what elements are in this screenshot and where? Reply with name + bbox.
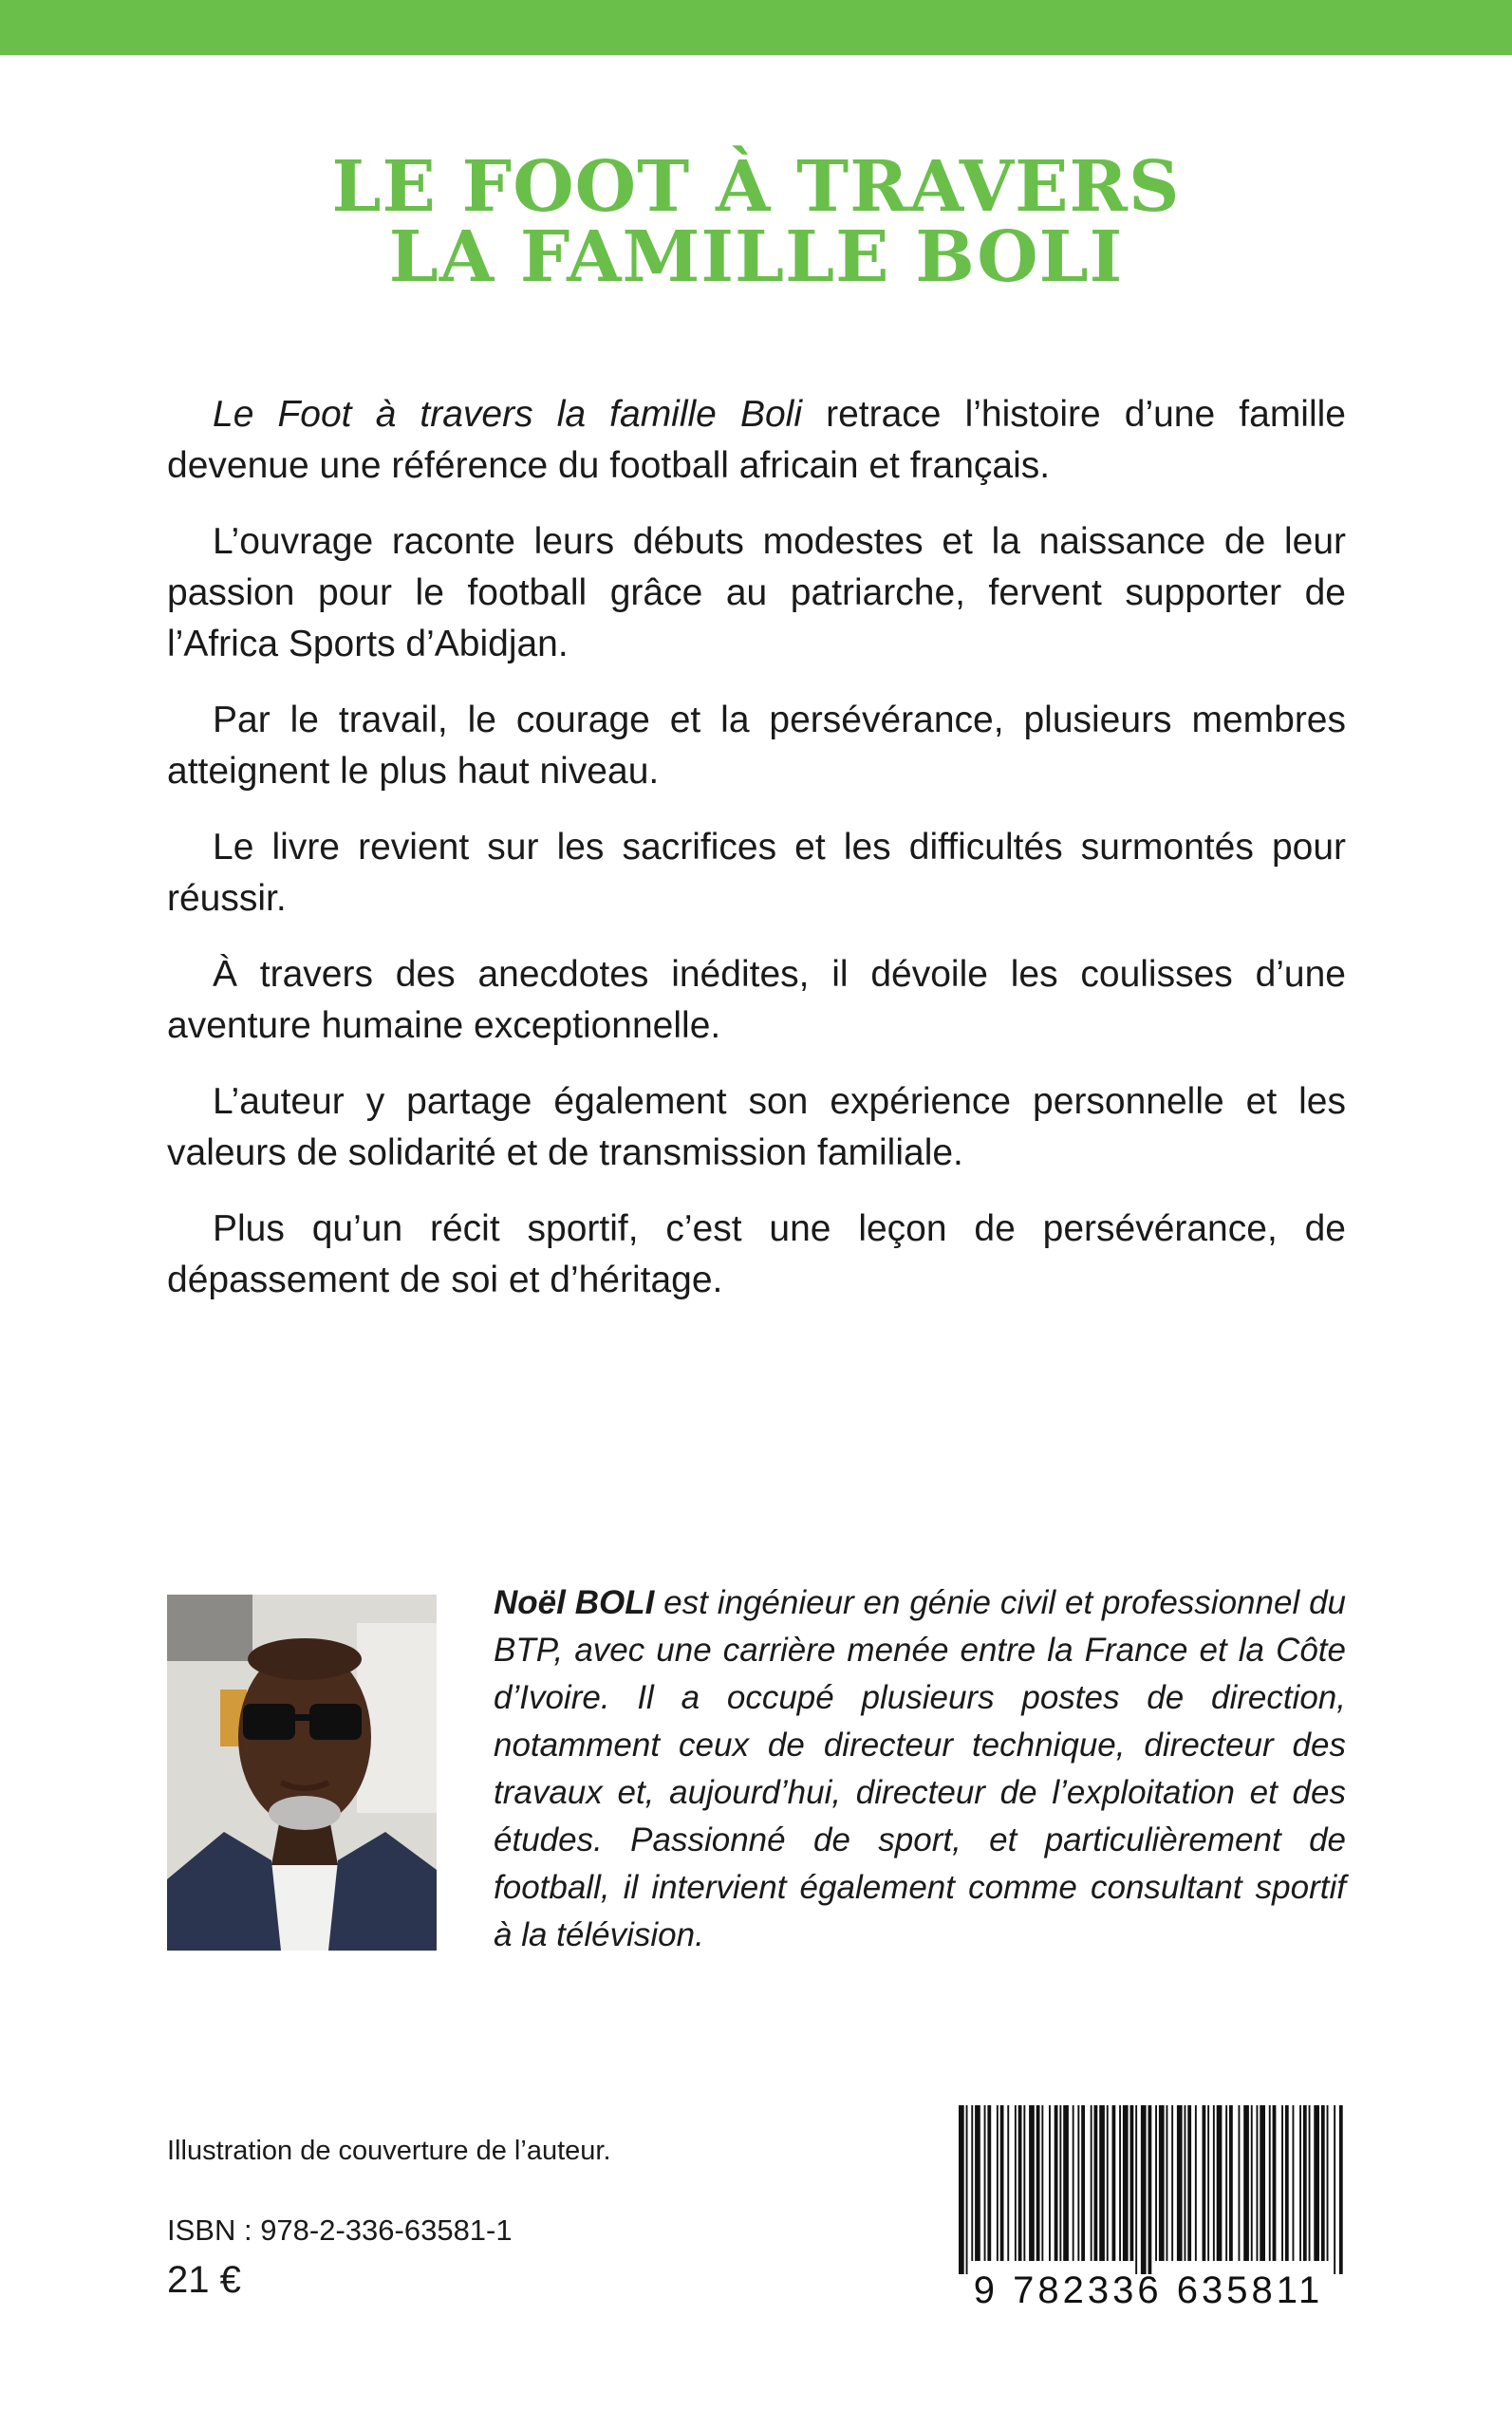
- barcode-bar: [1339, 2105, 1343, 2274]
- summary-paragraph-4: Le livre revient sur les sacrifices et les difficultés surmontés pour réussir.: [167, 827, 1346, 919]
- barcode-bar: [1041, 2105, 1043, 2261]
- barcode-bar: [1007, 2105, 1009, 2261]
- barcode-bar: [1229, 2105, 1233, 2261]
- barcode-bar: [1177, 2105, 1183, 2261]
- barcode-bar: [1099, 2105, 1105, 2261]
- summary-book-title: Le Foot à travers la famille Boli: [213, 394, 803, 435]
- barcode-bar: [1077, 2105, 1079, 2261]
- barcode-bar: [1185, 2105, 1186, 2261]
- book-title: [0, 146, 1512, 298]
- barcode-bar: [1018, 2105, 1022, 2261]
- barcode-bar: [1257, 2105, 1259, 2261]
- barcode-bar: [1159, 2105, 1165, 2261]
- barcode-bar: [1299, 2105, 1301, 2261]
- isbn-barcode: [949, 2105, 1348, 2314]
- author-photo: [167, 1595, 437, 1951]
- barcode-bar: [959, 2105, 964, 2274]
- barcode-bar: [1273, 2105, 1277, 2261]
- barcode-bar: [1123, 2105, 1129, 2261]
- barcode-digits: 9 782336 635811: [973, 2269, 1324, 2311]
- barcode-bar: [966, 2105, 968, 2274]
- barcode-bar: [1036, 2105, 1040, 2261]
- barcode-bar: [1023, 2105, 1025, 2261]
- barcode-bar: [1225, 2105, 1227, 2261]
- barcode-bar: [987, 2105, 991, 2261]
- barcode-bar: [1251, 2105, 1253, 2261]
- author-name: Noël BOLI: [494, 1584, 655, 1621]
- barcode-bar: [1334, 2105, 1335, 2274]
- author-portrait-illustration: [167, 1595, 437, 1951]
- barcode-bar: [1112, 2105, 1116, 2261]
- isbn-number: ISBN : 978-2-336-63581-1: [167, 2213, 513, 2247]
- barcode-bar: [1187, 2105, 1191, 2261]
- barcode-bar: [1091, 2105, 1092, 2261]
- barcode-bar: [1081, 2105, 1085, 2261]
- cover-illustration-credit: Illustration de couverture de l’auteur.: [167, 2136, 611, 2166]
- book-title-line-1: LE FOOT À TRAVERS: [331, 146, 1181, 228]
- barcode-bar: [1059, 2105, 1061, 2261]
- barcode-bar: [1285, 2105, 1289, 2261]
- barcode-bar: [1119, 2105, 1121, 2261]
- barcode-bar: [1213, 2105, 1215, 2261]
- barcode-bar: [1094, 2105, 1098, 2261]
- author-biography: [494, 1579, 1346, 1959]
- barcode-bar: [1269, 2105, 1271, 2261]
- barcode-bar: [1239, 2105, 1241, 2261]
- barcode-bars: [959, 2105, 1343, 2274]
- barcode-bar: [1055, 2105, 1058, 2261]
- summary-paragraph-3: Par le travail, le courage et la persévérance, plusieurs membres atteignent le plus haut niveau.: [167, 700, 1346, 792]
- barcode-bar: [1049, 2105, 1051, 2261]
- barcode-bar: [1327, 2105, 1329, 2261]
- barcode-bar: [1167, 2105, 1168, 2261]
- summary-paragraph-2: L’ouvrage raconte leurs débuts modestes et la naissance de leur passion pour le football grâce au patriarche, fervent supporter de l’Africa Sports d’Abidjan.: [167, 521, 1346, 664]
- author-bio-text: est ingénieur en génie civil et professionnel du BTP, avec une carrière menée entre la France et la Côte d’Ivoire. Il a occupé plusieurs postes de direction, notamment ceux de directeur technique, directeur des travaux et, aujourd’hui, directeur de l’exploitation et des études. Passionné de sport, et particulièrement de football, il intervient également comme consultant sportif à la télévision.: [494, 1584, 1346, 1953]
- barcode-bar: [1155, 2105, 1157, 2261]
- barcode-bar: [1000, 2105, 1004, 2261]
- barcode-bar: [1217, 2105, 1223, 2261]
- barcode-bar: [1314, 2105, 1319, 2261]
- barcode-bar: [1293, 2105, 1295, 2261]
- summary-paragraph-5: À travers des anecdotes inédites, il dévoile les coulisses d’une aventure humaine exceptionnelle.: [167, 954, 1346, 1046]
- barcode-bar: [1063, 2105, 1069, 2261]
- barcode-bar: [975, 2105, 980, 2261]
- barcode-bar: [997, 2105, 999, 2261]
- summary-paragraph-1: [167, 389, 1346, 492]
- barcode-bar: [1309, 2105, 1311, 2261]
- book-title-line-2: LA FAMILLE BOLI: [388, 216, 1124, 298]
- barcode-bar: [1260, 2105, 1265, 2261]
- barcode-bar: [1171, 2105, 1173, 2261]
- top-color-band: [0, 0, 1512, 55]
- barcode-bar: [1107, 2105, 1109, 2261]
- barcode-bar: [1015, 2105, 1017, 2261]
- barcode-bar: [971, 2105, 973, 2261]
- barcode-bar: [1135, 2105, 1137, 2274]
- barcode-bar: [1195, 2105, 1197, 2261]
- barcode-bar: [1141, 2105, 1147, 2274]
- barcode-bar: [1303, 2105, 1307, 2261]
- barcode-bar: [1321, 2105, 1325, 2261]
- barcode-bar: [1029, 2105, 1035, 2261]
- barcode-bar: [1130, 2105, 1134, 2261]
- barcode-bar: [1243, 2105, 1249, 2261]
- book-price: 21 €: [167, 2259, 241, 2301]
- barcode-bar: [1207, 2105, 1209, 2261]
- summary-intro-text: retrace l’histoire d’une famille devenue une référence du football africain et français.: [167, 394, 1346, 486]
- summary-paragraph-7: Plus qu’un récit sportif, c’est une leçon de persévérance, de dépassement de soi et d’héritage.: [167, 1208, 1346, 1300]
- summary-paragraph-6: L’auteur y partage également son expérience personnelle et les valeurs de solidarité et de transmission familiale.: [167, 1081, 1346, 1173]
- barcode-bar: [984, 2105, 986, 2261]
- book-summary: [167, 389, 1346, 1331]
- barcode-bar: [1281, 2105, 1283, 2261]
- barcode-bar: [1203, 2105, 1206, 2261]
- barcode-bar: [1073, 2105, 1074, 2261]
- barcode-bar: [1148, 2105, 1152, 2274]
